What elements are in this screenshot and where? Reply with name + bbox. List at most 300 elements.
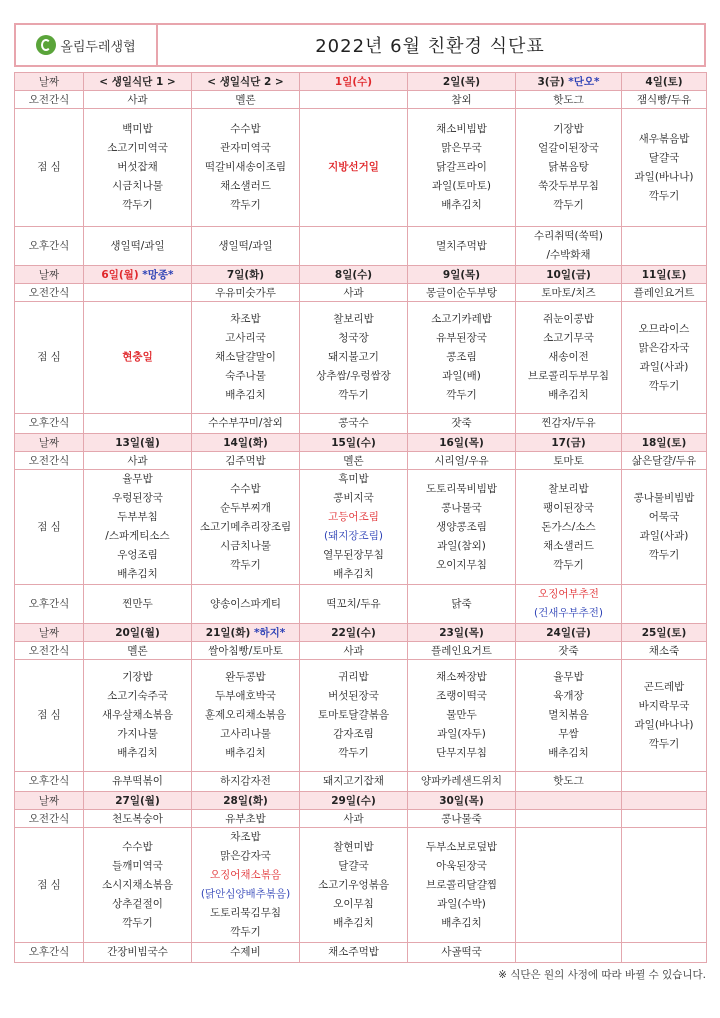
- lunch-cell: [300, 470, 408, 585]
- pm-cell: [300, 943, 408, 963]
- lunch-cell: [408, 302, 516, 414]
- dates-cell: [300, 73, 408, 91]
- menu-text: 채소달걀말이: [215, 351, 276, 363]
- lunch-cell: [408, 109, 516, 227]
- dates-cell: [516, 792, 622, 810]
- page-title: 2022년 6월 친환경 식단표: [315, 36, 545, 57]
- menu-text: < 생일식단 1 >: [99, 75, 176, 88]
- pm-cell: [622, 227, 707, 266]
- dates-cell: [622, 624, 707, 642]
- menu-text: 수수밥: [230, 482, 261, 495]
- menu-text: 깍두기: [648, 549, 680, 561]
- menu-text: 간장비빔국수: [107, 946, 168, 958]
- menu-text: 두부애호박국: [215, 690, 276, 702]
- menu-text: 과일(바나나): [634, 718, 694, 731]
- date-row: [15, 792, 707, 810]
- pm-cell: [84, 227, 192, 266]
- dates-cell: [84, 792, 192, 810]
- menu-text: 어묵국: [648, 511, 680, 523]
- pm-cell: [192, 943, 300, 963]
- menu-text: 오징어부추전: [538, 588, 599, 600]
- dates-cell: [192, 266, 300, 284]
- menu-text: 14일(화): [223, 436, 268, 449]
- lunch-cell: [622, 660, 707, 772]
- lunch-cell: [192, 470, 300, 585]
- menu-text: 무쌈: [558, 728, 579, 740]
- menu-text: 소고기숙주국: [107, 690, 168, 702]
- menu-text: 과일(수박): [437, 897, 486, 910]
- menu-text: 사과: [127, 454, 148, 467]
- date-row: [15, 624, 707, 642]
- lunch-cell: [300, 302, 408, 414]
- menu-text: (건새우부추전): [533, 607, 604, 619]
- am-cell: [622, 810, 707, 828]
- logo-icon: [36, 35, 56, 55]
- menu-text: 23일(목): [439, 626, 484, 639]
- menu-text: 과일(자두): [437, 728, 486, 740]
- menu-text: *망종*: [142, 268, 174, 281]
- menu-text: 열무된장무침: [323, 549, 384, 561]
- menu-text: 찰보리밥: [333, 313, 374, 325]
- am-snack-row: [15, 284, 707, 302]
- menu-text: 30일(목): [439, 794, 484, 807]
- menu-text: 10일(금): [546, 268, 591, 281]
- lunch-cell: [84, 660, 192, 772]
- menu-text: 곤드레밥: [643, 680, 685, 693]
- menu-text: 콩나물죽: [441, 812, 482, 825]
- menu-text: 채소주먹밥: [328, 946, 379, 958]
- menu-text: 쑥갓두부무침: [538, 180, 599, 192]
- menu-text: 기장밥: [553, 123, 584, 135]
- pm-cell: [300, 585, 408, 624]
- pm-cell: [408, 772, 516, 792]
- menu-text: 새우살채소볶음: [101, 709, 173, 721]
- lunch-cell: [622, 828, 707, 943]
- row-label-date: 날짜: [15, 73, 84, 91]
- pm-cell: [516, 414, 622, 434]
- am-cell: [408, 642, 516, 660]
- menu-text: 팽이된장국: [543, 501, 594, 514]
- date-row: [15, 434, 707, 452]
- lunch-cell: [408, 470, 516, 585]
- menu-text: 유부초밥: [225, 812, 266, 825]
- dates-cell: [84, 266, 192, 284]
- am-cell: [622, 642, 707, 660]
- row-label-am: 오전간식: [15, 91, 84, 109]
- menu-text: 배추김치: [225, 389, 266, 401]
- menu-text: 훈제오리채소볶음: [204, 709, 287, 721]
- menu-text: 생일떡/과일: [218, 239, 273, 252]
- menu-text: (돼지장조림): [324, 530, 383, 542]
- menu-text: 상추쌈/우렁쌈장: [316, 370, 391, 382]
- lunch-cell: [622, 302, 707, 414]
- menu-text: 9일(목): [442, 268, 481, 281]
- menu-text: 오징어채소볶음: [209, 869, 281, 881]
- pm-cell: [84, 585, 192, 624]
- dates-cell: [192, 73, 300, 91]
- row-label-pm: 오후간식: [15, 772, 84, 792]
- dates-cell: [622, 73, 707, 91]
- row-label-date: 날짜: [15, 792, 84, 810]
- menu-text: 깍두기: [648, 379, 680, 392]
- menu-text: 깍두기: [648, 189, 680, 202]
- header: [14, 23, 706, 67]
- menu-text: 상추겉절이: [112, 897, 163, 910]
- menu-text: 청국장: [338, 332, 369, 344]
- am-cell: [516, 91, 622, 109]
- row-label-am: 오전간식: [15, 810, 84, 828]
- row-label-lunch: 점 심: [15, 470, 84, 585]
- am-cell: [408, 91, 516, 109]
- menu-text: 1일(수): [334, 75, 373, 88]
- am-cell: [192, 91, 300, 109]
- menu-text: 도토리묵김무침: [209, 907, 281, 919]
- am-cell: [84, 810, 192, 828]
- am-cell: [516, 642, 622, 660]
- lunch-cell: [622, 470, 707, 585]
- menu-table: [14, 72, 707, 963]
- menu-text: 천도복숭아: [112, 812, 163, 825]
- menu-text: 3(금): [537, 75, 569, 88]
- menu-text: 깍두기: [338, 389, 369, 401]
- menu-text: 브로콜리달걀찜: [425, 878, 497, 891]
- menu-text: 콩나물국: [441, 501, 482, 514]
- menu-text: 시금치나물: [220, 539, 271, 552]
- am-cell: [622, 452, 707, 470]
- lunch-row: [15, 302, 707, 414]
- menu-text: 채소죽: [648, 644, 680, 657]
- dates-cell: [84, 73, 192, 91]
- menu-text: 6일(월): [101, 268, 143, 281]
- menu-text: 사과: [343, 286, 364, 299]
- dates-cell: [300, 434, 408, 452]
- menu-text: /스파게티소스: [105, 530, 170, 542]
- menu-text: 생일떡/과일: [110, 239, 165, 252]
- am-snack-row: [15, 642, 707, 660]
- menu-text: 차조밥: [230, 313, 261, 325]
- menu-text: 얼갈이된장국: [538, 142, 599, 154]
- pm-cell: [622, 585, 707, 624]
- lunch-cell: [408, 828, 516, 943]
- menu-text: 생양콩조림: [436, 520, 487, 533]
- pm-snack-row: [15, 943, 707, 963]
- menu-text: 27일(월): [115, 794, 160, 807]
- menu-text: 율무밥: [122, 473, 153, 485]
- dates-cell: [192, 434, 300, 452]
- row-label-pm: 오후간식: [15, 414, 84, 434]
- lunch-cell: [516, 109, 622, 227]
- menu-text: 돈가스/소스: [541, 520, 596, 533]
- menu-text: 소고기미역국: [107, 142, 168, 154]
- am-cell: [622, 91, 707, 109]
- menu-text: 콩비지국: [333, 492, 374, 504]
- dates-cell: [408, 73, 516, 91]
- menu-text: 배추김치: [441, 916, 482, 929]
- menu-text: 찰현미밥: [333, 840, 374, 853]
- menu-text: 달걀국: [338, 859, 369, 872]
- menu-text: 잣죽: [558, 644, 579, 657]
- menu-text: 떡갈비새송이조림: [204, 161, 287, 173]
- am-cell: [300, 91, 408, 109]
- am-cell: [408, 810, 516, 828]
- menu-text: 귀리밥: [338, 671, 369, 683]
- am-snack-row: [15, 452, 707, 470]
- menu-text: 수제비: [230, 946, 261, 958]
- menu-text: 사골떡국: [441, 946, 482, 958]
- am-cell: [192, 642, 300, 660]
- menu-text: 찰보리밥: [548, 482, 589, 495]
- menu-text: 오이지무침: [436, 558, 487, 571]
- dates-cell: [192, 624, 300, 642]
- menu-text: 수리취떡(쑥떡): [533, 230, 604, 242]
- menu-text: 과일(사과): [639, 360, 689, 373]
- menu-text: 백미밥: [122, 123, 153, 135]
- row-label-pm: 오후간식: [15, 943, 84, 963]
- menu-text: 멸치주먹밥: [436, 239, 487, 252]
- menu-text: 잼식빵/두유: [636, 93, 692, 106]
- menu-text: 깍두기: [446, 389, 477, 401]
- menu-text: 깍두기: [338, 747, 369, 759]
- menu-text: 16일(목): [439, 436, 484, 449]
- pm-cell: [622, 772, 707, 792]
- menu-text: 돼지고기잡채: [323, 775, 384, 787]
- pm-cell: [516, 585, 622, 624]
- menu-text: 순두부찌개: [220, 501, 271, 514]
- menu-text: 맑은무국: [441, 142, 482, 154]
- am-snack-row: [15, 810, 707, 828]
- menu-text: 사과: [343, 644, 364, 657]
- lunch-cell: [408, 660, 516, 772]
- menu-text: 콩나물비빔밥: [633, 492, 695, 504]
- lunch-cell: [84, 109, 192, 227]
- dates-cell: [84, 434, 192, 452]
- lunch-cell: [300, 109, 408, 227]
- am-cell: [516, 452, 622, 470]
- menu-text: 사과: [343, 812, 364, 825]
- logo: [16, 25, 158, 65]
- menu-text: 깍두기: [122, 916, 153, 929]
- menu-text: 과일(토마토): [432, 180, 491, 192]
- menu-text: 4일(토): [645, 75, 683, 88]
- menu-text: 깍두기: [230, 199, 261, 211]
- menu-text: 돼지불고기: [328, 351, 379, 363]
- menu-text: 사과: [127, 93, 148, 106]
- menu-text: 찐만두: [122, 597, 153, 610]
- dates-cell: [516, 624, 622, 642]
- menu-text: 기장밥: [122, 671, 153, 683]
- menu-text: 2일(목): [442, 75, 481, 88]
- lunch-cell: [192, 660, 300, 772]
- pm-cell: [192, 227, 300, 266]
- menu-text: 콩국수: [338, 417, 369, 429]
- row-label-lunch: 점 심: [15, 660, 84, 772]
- lunch-cell: [300, 828, 408, 943]
- dates-cell: [622, 434, 707, 452]
- pm-cell: [300, 414, 408, 434]
- dates-cell: [516, 73, 622, 91]
- menu-text: 핫도그: [553, 93, 584, 106]
- pm-cell: [192, 772, 300, 792]
- menu-text: 아욱된장국: [436, 859, 487, 872]
- pm-cell: [408, 227, 516, 266]
- menu-text: 오므라이스: [638, 322, 690, 335]
- lunch-row: [15, 109, 707, 227]
- lunch-cell: [192, 302, 300, 414]
- menu-text: 토마토/치즈: [541, 286, 596, 299]
- menu-text: 24일(금): [546, 626, 591, 639]
- dates-cell: [192, 792, 300, 810]
- menu-text: 조랭이떡국: [436, 690, 487, 702]
- menu-text: 쌀아침빵/토마토: [208, 644, 283, 657]
- am-cell: [408, 284, 516, 302]
- am-cell: [84, 642, 192, 660]
- am-cell: [300, 452, 408, 470]
- menu-text: 두부소보로덮밥: [425, 840, 497, 853]
- menu-text: 토마토: [553, 454, 584, 467]
- pm-cell: [300, 227, 408, 266]
- menu-text: 우렁된장국: [112, 492, 163, 504]
- menu-text: 깍두기: [648, 737, 680, 750]
- menu-text: 단무지무침: [436, 747, 487, 759]
- menu-text: 깍두기: [230, 926, 261, 938]
- row-label-date: 날짜: [15, 266, 84, 284]
- menu-text: 배추김치: [333, 568, 374, 580]
- menu-text: 11일(토): [641, 268, 687, 281]
- menu-text: 배추김치: [225, 747, 266, 759]
- menu-text: 양파카레샌드위치: [420, 775, 503, 787]
- pm-cell: [408, 414, 516, 434]
- dates-cell: [622, 266, 707, 284]
- menu-text: 완두콩밥: [225, 671, 266, 683]
- pm-cell: [408, 943, 516, 963]
- dates-cell: [622, 792, 707, 810]
- row-label-am: 오전간식: [15, 452, 84, 470]
- menu-text: 수수밥: [230, 123, 261, 135]
- pm-cell: [84, 414, 192, 434]
- menu-text: 배추김치: [117, 747, 158, 759]
- lunch-cell: [192, 828, 300, 943]
- pm-snack-row: [15, 414, 707, 434]
- pm-cell: [516, 227, 622, 266]
- menu-text: 수수밥: [122, 840, 153, 853]
- menu-text: 우유미숫가루: [215, 286, 276, 299]
- menu-text: 물만두: [446, 709, 477, 721]
- menu-text: 핫도그: [553, 775, 584, 787]
- menu-text: 소고기카레밥: [431, 313, 492, 325]
- date-row: [15, 73, 707, 91]
- menu-text: 과일(참외): [437, 539, 486, 552]
- date-row: [15, 266, 707, 284]
- menu-text: 8일(수): [334, 268, 373, 281]
- menu-text: 버섯된장국: [328, 690, 379, 702]
- menu-text: 7일(화): [226, 268, 265, 281]
- menu-text: 가지나물: [117, 728, 158, 740]
- menu-text: 감자조림: [333, 728, 374, 740]
- lunch-cell: [516, 828, 622, 943]
- menu-text: 찐감자/두유: [541, 417, 596, 429]
- menu-text: 과일(배): [442, 370, 481, 382]
- menu-text: 17(금): [551, 436, 586, 449]
- menu-text: 김주먹밥: [225, 454, 266, 467]
- dates-cell: [516, 266, 622, 284]
- menu-text: 채소짜장밥: [436, 671, 487, 683]
- dates-cell: [408, 434, 516, 452]
- menu-text: 소시지채소볶음: [101, 878, 173, 891]
- pm-cell: [192, 414, 300, 434]
- dates-cell: [300, 266, 408, 284]
- menu-text: 들깨미역국: [112, 859, 163, 872]
- am-cell: [192, 452, 300, 470]
- lunch-cell: [84, 302, 192, 414]
- am-cell: [300, 642, 408, 660]
- menu-text: 양송이스파게티: [209, 597, 281, 610]
- lunch-cell: [516, 660, 622, 772]
- menu-text: 오이무침: [333, 897, 374, 910]
- dates-cell: [408, 266, 516, 284]
- menu-text: 두부부침: [117, 511, 158, 523]
- menu-text: 콩조림: [446, 351, 477, 363]
- menu-text: 브로콜리두부무침: [527, 370, 610, 382]
- menu-text: *단오*: [568, 75, 600, 88]
- menu-text: 과일(사과): [639, 530, 689, 542]
- menu-text: 율무밥: [553, 671, 584, 683]
- dates-cell: [84, 624, 192, 642]
- menu-text: 배추김치: [548, 747, 589, 759]
- pm-cell: [84, 943, 192, 963]
- menu-text: 새송이전: [548, 351, 589, 363]
- am-cell: [192, 284, 300, 302]
- am-cell: [84, 284, 192, 302]
- menu-text: 멜론: [127, 644, 148, 657]
- menu-text: 22일(수): [331, 626, 376, 639]
- menu-text: 닭죽: [451, 597, 472, 610]
- row-label-date: 날짜: [15, 624, 84, 642]
- am-cell: [300, 284, 408, 302]
- lunch-row: [15, 470, 707, 585]
- am-cell: [84, 91, 192, 109]
- footnote: ※ 식단은 원의 사정에 따라 바뀔 수 있습니다.: [498, 969, 706, 981]
- dates-cell: [408, 792, 516, 810]
- pm-cell: [192, 585, 300, 624]
- menu-text: 참외: [451, 93, 472, 106]
- menu-text: 소고기무국: [543, 332, 594, 344]
- menu-text: < 생일식단 2 >: [207, 75, 284, 88]
- am-snack-row: [15, 91, 707, 109]
- lunch-cell: [192, 109, 300, 227]
- lunch-cell: [84, 470, 192, 585]
- menu-text: 고사리국: [225, 332, 266, 344]
- menu-text: 채소샐러드: [220, 180, 271, 192]
- menu-text: 채소샐러드: [543, 539, 594, 552]
- menu-text: (닭안심양배추볶음): [200, 888, 291, 900]
- menu-text: 맑은감자국: [220, 850, 271, 862]
- menu-text: 배추김치: [117, 568, 158, 580]
- menu-text: 21일(화): [205, 626, 254, 639]
- menu-text: 새우볶음밥: [638, 132, 690, 145]
- menu-text: 깍두기: [553, 558, 584, 571]
- menu-text: 배추김치: [333, 916, 374, 929]
- lunch-cell: [622, 109, 707, 227]
- menu-text: 소고기우엉볶음: [317, 878, 389, 891]
- menu-text: 버섯잡채: [117, 161, 158, 173]
- menu-text: 배추김치: [548, 389, 589, 401]
- menu-text: 25일(토): [641, 626, 687, 639]
- pm-snack-row: [15, 772, 707, 792]
- menu-text: 맑은감자국: [638, 341, 690, 354]
- menu-text: /수박화채: [546, 249, 591, 261]
- menu-text: 배추김치: [441, 199, 482, 211]
- menu-text: 플레인요거트: [431, 644, 492, 657]
